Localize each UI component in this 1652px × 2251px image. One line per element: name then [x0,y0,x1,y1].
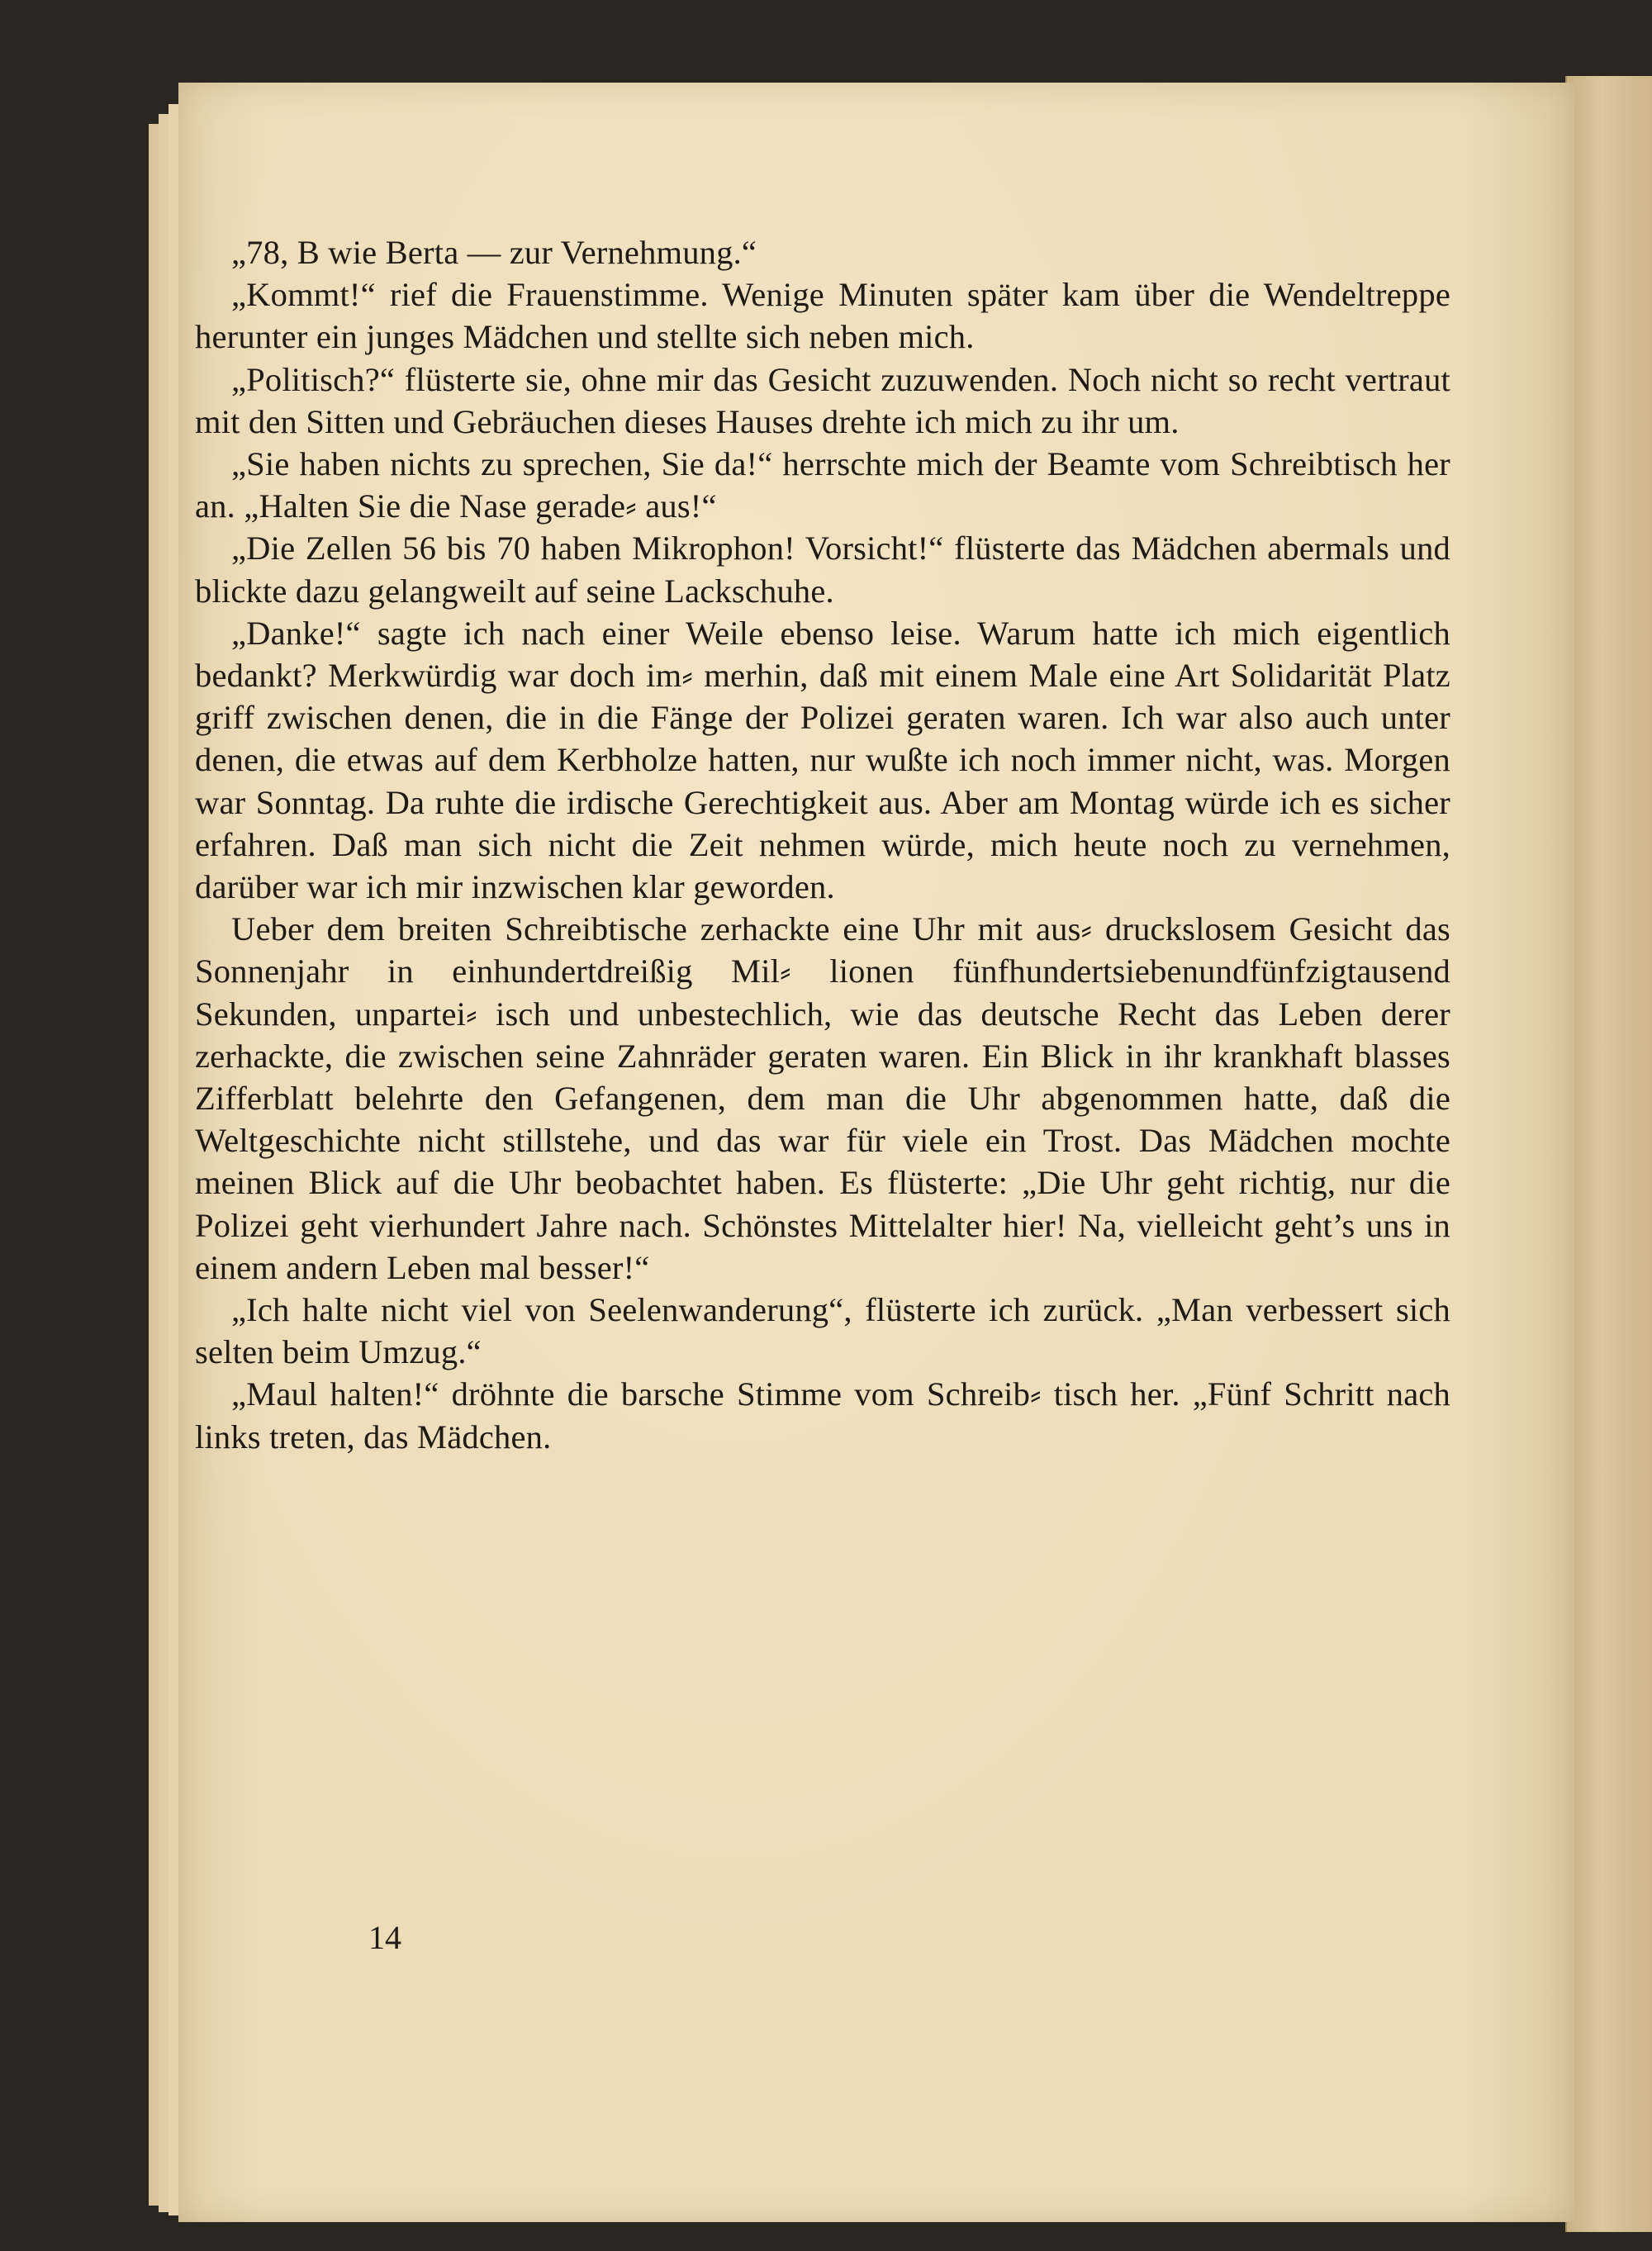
book-gutter [1565,76,1652,2232]
paragraph: „Maul halten!“ dröhnte die barsche Stimme vom Schreib⸗ tisch her. „Fünf Schritt nach links treten, das Mädchen. [195,1375,1450,1456]
paragraph: „Die Zellen 56 bis 70 haben Mikrophon! Vorsicht!“ flüsterte das Mädchen abermals und blickte dazu gelangweilt auf seine Lackschuhe. [195,530,1450,610]
paragraph: „Politisch?“ flüsterte sie, ohne mir das Gesicht zuzuwenden. Noch nicht so recht vertraut mit den Sitten und Gebräuchen dieses Hauses drehte ich mich zu ihr um. [195,360,1450,440]
paragraph: „Danke!“ sagte ich nach einer Weile ebenso leise. Warum hatte ich mich eigentlich bedankt? Merkwürdig war doch im⸗ merhin, daß mit einem Male eine Art Solidarität Platz griff zwischen denen, die in die Fänge der Polizei geraten waren. Ich war also auch unter denen, die etwas auf dem Kerbholze hatten, nur wußte ich noch immer nicht, was. Morgen war Sonntag. Da ruhte die irdische Gerechtigkeit aus. Aber am Montag würde ich es sicher erfahren. Daß man sich nicht die Zeit nehmen würde, mich heute noch zu vernehmen, darüber war ich mir inzwischen klar geworden. [195,614,1450,906]
paragraph: „Kommt!“ rief die Frauenstimme. Wenige Minuten später kam über die Wendeltreppe herunter ein junges Mädchen und stellte sich neben mich. [195,276,1450,356]
paragraph: Ueber dem breiten Schreibtische zerhackte eine Uhr mit aus⸗ druckslosem Gesicht das Sonnenjahr in einhundertdreißig Mil⸗ lionen fünfhundertsiebenundfünfzigtausend Sekunden, unpartei⸗ isch und unbestechlich, wie das deutsche Recht das Leben derer zerhackte, die zwischen seine Zahnräder geraten waren. Ein Blick in ihr krankhaft blasses Zifferblatt belehrte den Gefangenen, dem man die Uhr abgenommen hatte, daß die Weltgeschichte nicht stillstehe, und das war für viele ein Trost. Das Mädchen mochte meinen Blick auf die Uhr beobachtet haben. Es flüsterte: „Die Uhr geht richtig, nur die Polizei geht vierhundert Jahre nach. Schönstes Mittelalter hier! Na, vielleicht geht’s uns in einem andern Leben mal besser!“ [195,910,1450,1286]
paragraph: „Sie haben nichts zu sprechen, Sie da!“ herrschte mich der Beamte vom Schreibtisch her an. „Halten Sie die Nase gerade⸗ aus!“ [195,445,1450,525]
paragraph: „Ich halte nicht viel von Seelenwanderung“, flüsterte ich zurück. „Man verbessert sich selten beim Umzug.“ [195,1291,1450,1371]
body-text [195,231,1450,1883]
page-number: 14 [368,1919,401,1956]
paragraph: „78, B wie Berta — zur Vernehmung.“ [231,234,757,271]
